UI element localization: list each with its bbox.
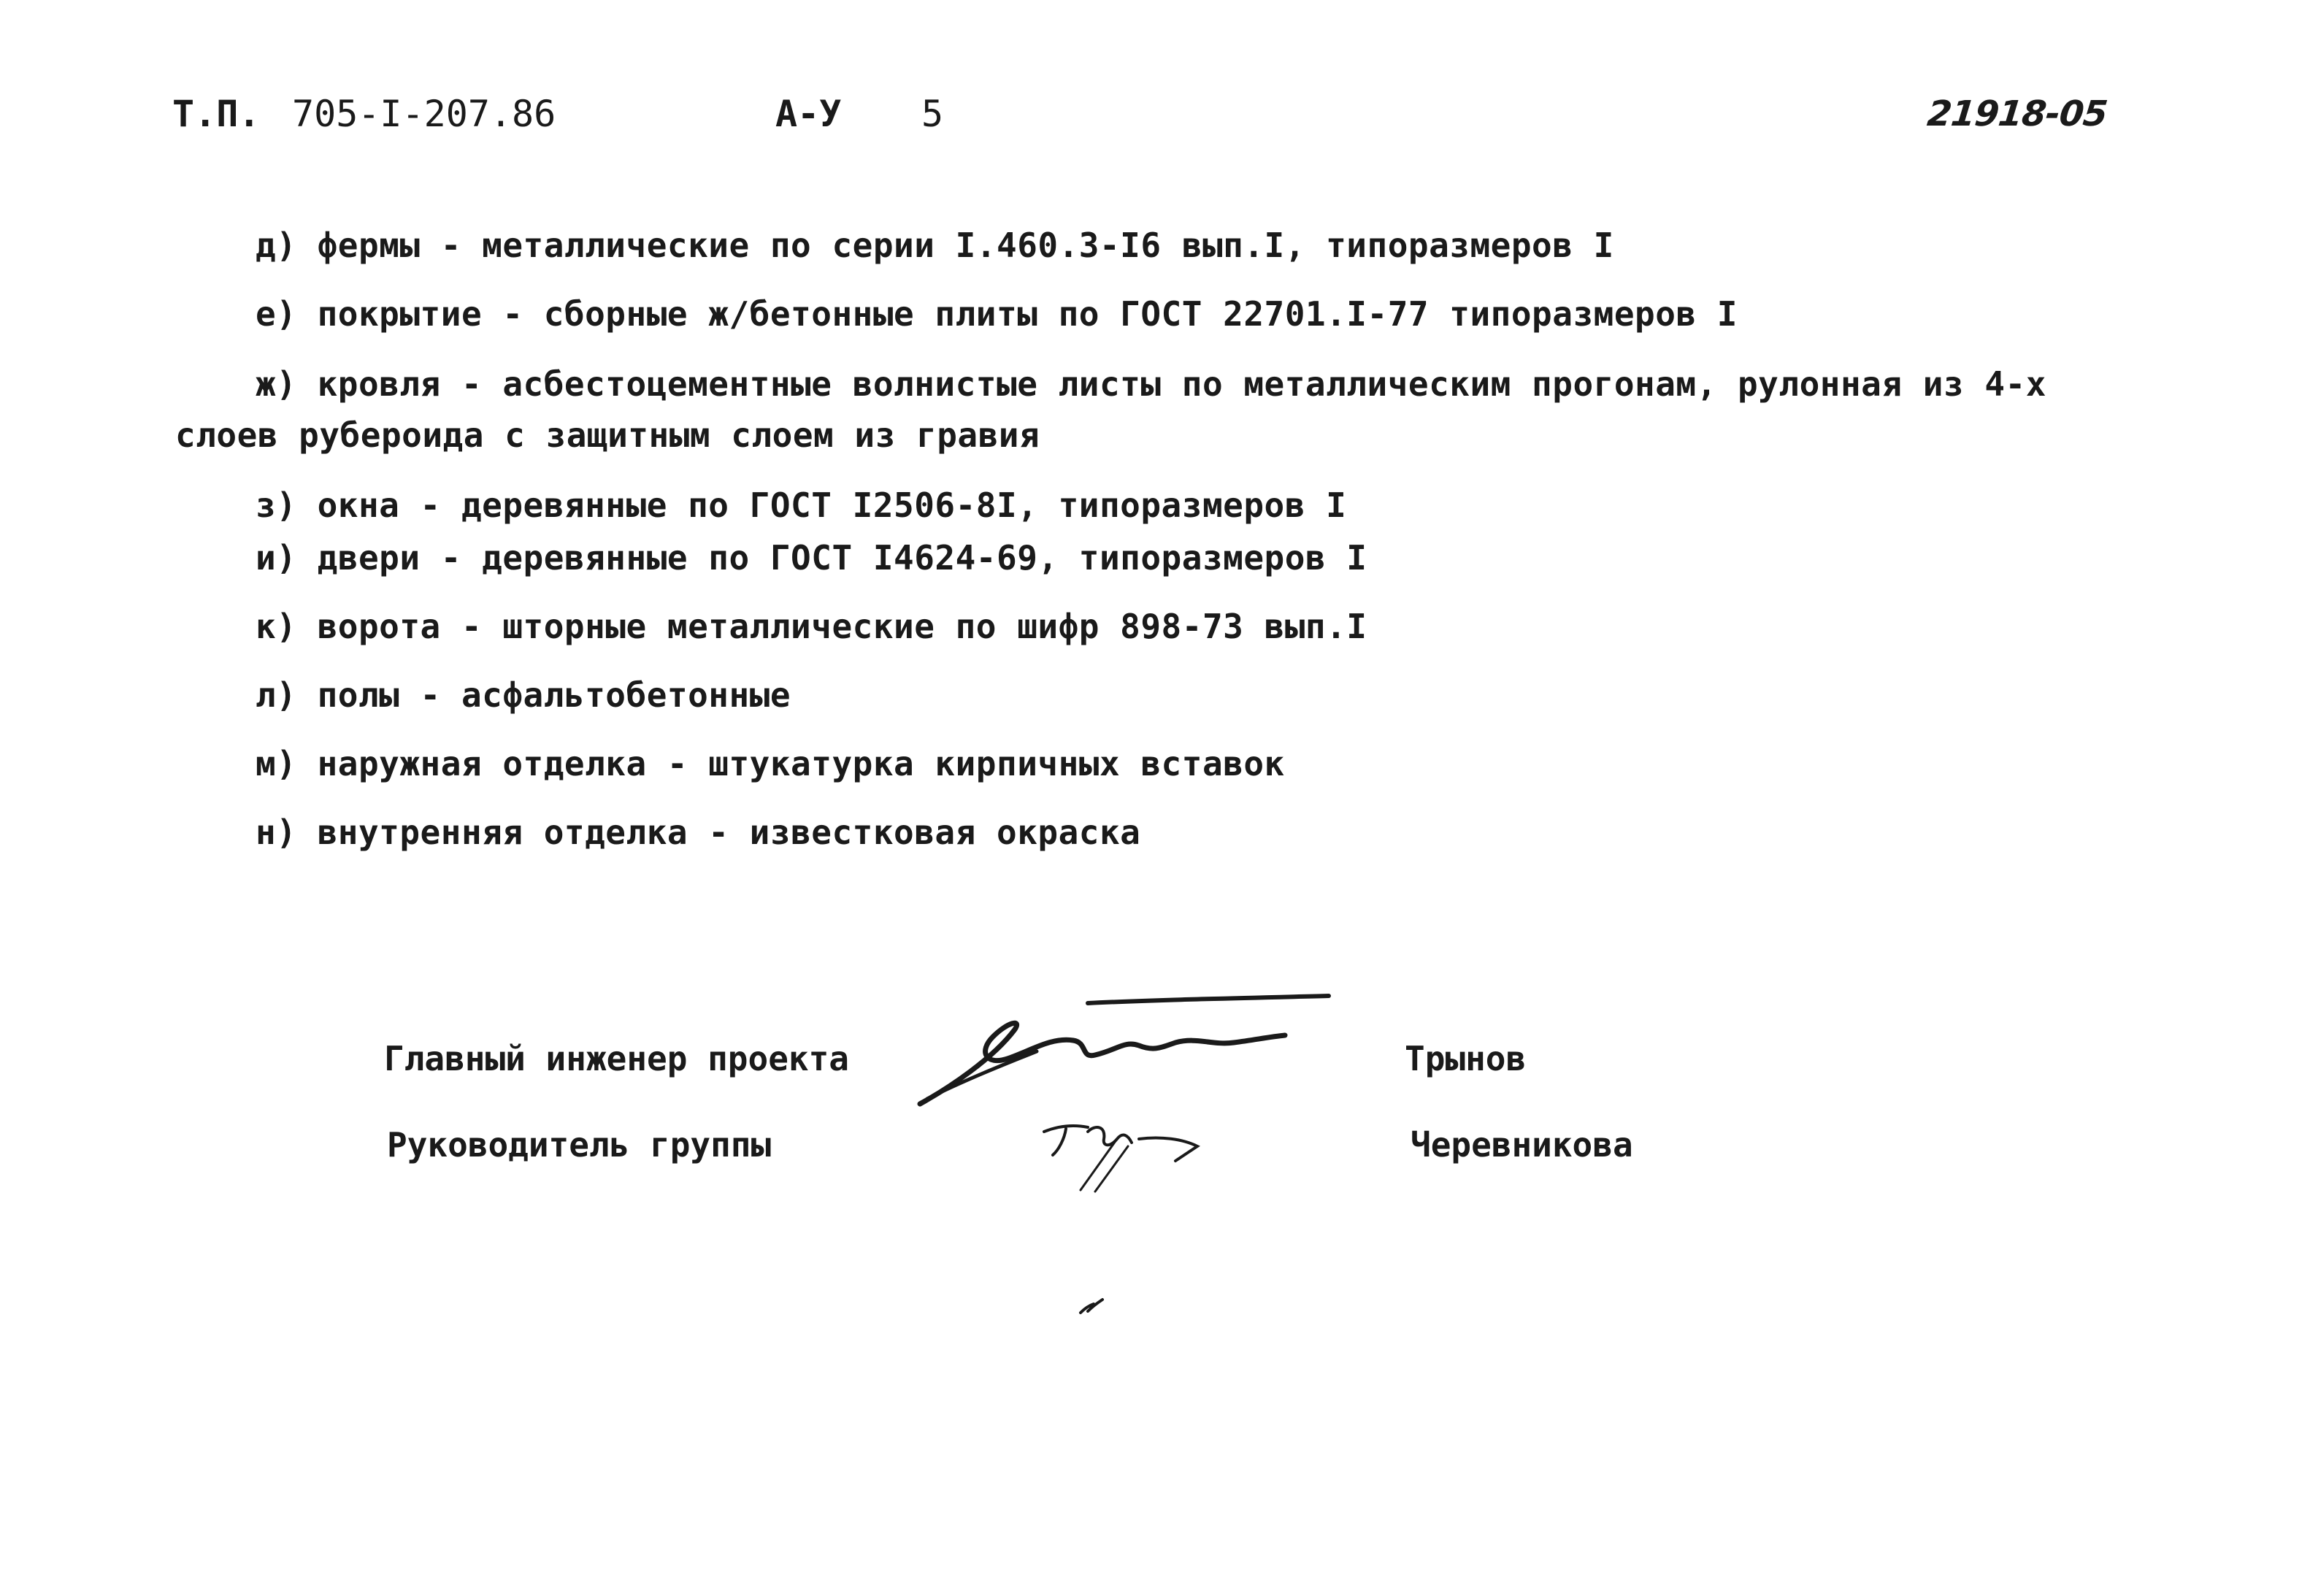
spec-item-interior-finish: н) внутренняя отделка - известковая окраска bbox=[256, 813, 1141, 852]
spec-item-roofing-continued: слоев рубероида с защитным слоем из гравия bbox=[175, 415, 1040, 455]
pen-mark bbox=[1078, 1295, 1107, 1317]
spec-item-floors: л) полы - асфальтобетонные bbox=[256, 675, 791, 715]
spec-item-covering: е) покрытие - сборные ж/бетонные плиты по ГОСТ 22701.I-77 типоразмеров I bbox=[256, 294, 1738, 334]
inventory-number: 21918-05 bbox=[1925, 93, 2109, 134]
spec-item-trusses: д) фермы - металлические по серии I.460.3-I6 вып.I, типоразмеров I bbox=[256, 226, 1614, 265]
series-prefix: Т.П. bbox=[172, 93, 261, 135]
spec-item-windows: з) окна - деревянные по ГОСТ I2506-8I, типоразмеров I bbox=[256, 486, 1347, 525]
group-leader-signature bbox=[1037, 1110, 1212, 1197]
chief-engineer-title: Главный инженер проекта bbox=[384, 1039, 849, 1078]
spec-item-roofing: ж) кровля - асбестоцементные волнистые листы по металлическим прогонам, рулонная из 4-х bbox=[256, 364, 2046, 404]
project-number: 705-I-207.86 bbox=[292, 93, 556, 135]
chief-engineer-signature bbox=[905, 978, 1343, 1117]
spec-item-doors: и) двери - деревянные по ГОСТ I4624-69, типоразмеров I bbox=[256, 538, 1367, 578]
sheet-code: А-У bbox=[775, 93, 842, 135]
group-leader-title: Руководитель группы bbox=[387, 1125, 772, 1165]
chief-engineer-name: Трынов bbox=[1405, 1039, 1527, 1078]
spec-item-exterior-finish: м) наружная отделка - штукатурка кирпичных вставок bbox=[256, 744, 1285, 783]
spec-item-gates: к) ворота - шторные металлические по шифр 898-73 вып.I bbox=[256, 607, 1367, 646]
page-number: 5 bbox=[921, 93, 944, 135]
group-leader-name: Черевникова bbox=[1411, 1125, 1633, 1165]
